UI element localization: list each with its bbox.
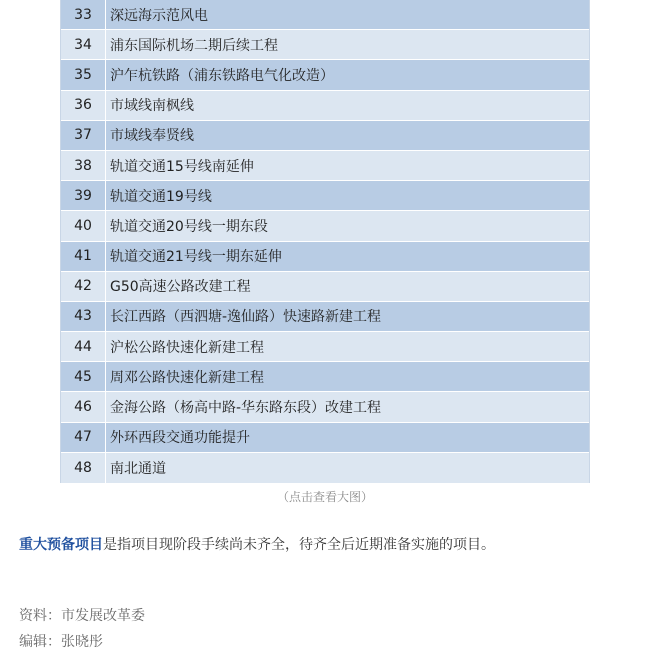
table-row bbox=[61, 121, 589, 151]
table-row bbox=[61, 332, 589, 362]
definition-note bbox=[19, 535, 639, 555]
project-name: 轨道交通15号线南延伸 bbox=[110, 158, 254, 175]
row-number: 42 bbox=[61, 272, 106, 301]
project-name: G50高速公路改建工程 bbox=[110, 279, 251, 296]
row-number: 39 bbox=[61, 181, 106, 210]
table-row bbox=[61, 0, 589, 30]
table-row bbox=[61, 242, 589, 272]
definition-text: 是指项目现阶段手续尚未齐全，待齐全后近期准备实施的项目。 bbox=[103, 537, 495, 553]
table-row bbox=[61, 60, 589, 90]
row-number: 47 bbox=[61, 423, 106, 452]
row-number: 45 bbox=[61, 362, 106, 391]
row-number: 46 bbox=[61, 392, 106, 421]
project-name: 市域线奉贤线 bbox=[110, 128, 194, 145]
project-name: 长江西路（西泗塘-逸仙路）快速路新建工程 bbox=[110, 309, 382, 326]
project-table-image[interactable] bbox=[60, 0, 590, 483]
row-number: 43 bbox=[61, 302, 106, 331]
table-row bbox=[61, 302, 589, 332]
table-row bbox=[61, 30, 589, 60]
table-row bbox=[61, 453, 589, 483]
row-number: 44 bbox=[61, 332, 106, 361]
row-number: 33 bbox=[61, 0, 106, 29]
row-number: 48 bbox=[61, 453, 106, 483]
table-row bbox=[61, 362, 589, 392]
project-name: 轨道交通21号线一期东延伸 bbox=[110, 249, 282, 266]
project-name: 轨道交通19号线 bbox=[110, 188, 212, 205]
table-row bbox=[61, 423, 589, 453]
editor-line: 编辑：张晓彤 bbox=[19, 634, 103, 650]
row-number: 40 bbox=[61, 211, 106, 240]
row-number: 36 bbox=[61, 91, 106, 120]
project-name: 沪松公路快速化新建工程 bbox=[110, 339, 264, 356]
source-line: 资料：市发展改革委 bbox=[19, 608, 145, 624]
row-number: 34 bbox=[61, 30, 106, 59]
project-name: 周邓公路快速化新建工程 bbox=[110, 369, 264, 386]
project-name: 轨道交通20号线一期东段 bbox=[110, 218, 268, 235]
row-number: 37 bbox=[61, 121, 106, 150]
project-name: 深远海示范风电 bbox=[110, 7, 208, 24]
table-row bbox=[61, 151, 589, 181]
project-name: 金海公路（杨高中路-华东路东段）改建工程 bbox=[110, 400, 382, 417]
project-name: 沪乍杭铁路（浦东铁路电气化改造） bbox=[110, 67, 334, 84]
project-name: 外环西段交通功能提升 bbox=[110, 430, 250, 447]
row-number: 35 bbox=[61, 60, 106, 89]
project-name: 南北通道 bbox=[110, 460, 166, 477]
table-row bbox=[61, 392, 589, 422]
image-caption[interactable]: （点击查看大图） bbox=[276, 490, 373, 504]
row-number: 41 bbox=[61, 242, 106, 271]
table-row bbox=[61, 181, 589, 211]
row-number: 38 bbox=[61, 151, 106, 180]
project-name: 浦东国际机场二期后续工程 bbox=[110, 37, 278, 54]
project-name: 市域线南枫线 bbox=[110, 98, 194, 115]
table-row bbox=[61, 272, 589, 302]
definition-term: 重大预备项目 bbox=[19, 537, 103, 553]
table-row bbox=[61, 211, 589, 241]
table-row bbox=[61, 91, 589, 121]
